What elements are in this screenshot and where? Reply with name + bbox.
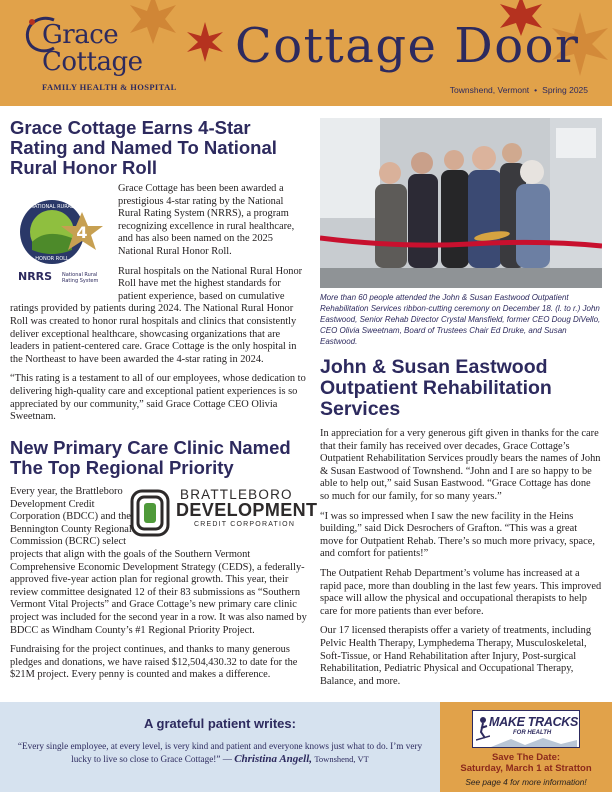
nrrs-line1: National Rural [62, 272, 98, 278]
event-date: Saturday, March 1 at Stratton [460, 763, 592, 774]
quilt-star-icon [185, 22, 225, 62]
article-headline: New Primary Care Clinic Named The Top Regional Priority [10, 437, 291, 478]
logo-wordmark-cottage: Cottage [42, 47, 143, 77]
article-eastwood [320, 357, 602, 420]
article-paragraph: Our 17 licensed therapists offer a variety of treatments, including Pelvic Health Therapy, Lymphedema Therapy, Musculoskeletal, Soft-Tissue, or Hand Rehabilitation after Injury, Post-surgical Rehabilitation, Pediatric Physical and Occupational Therapy, Balance, and more. [320, 625, 592, 687]
footer [0, 702, 612, 792]
event-promo-panel [440, 702, 612, 792]
article-paragraph: “This rating is a testament to all of our employees, whose dedication to delivering high-quality care and exceptional patient experiences is so appreciated by our community,” said Grace Cottage CEO Olivia Sweetnam. [10, 373, 306, 423]
save-the-date [440, 752, 612, 774]
quote-dash: — [222, 754, 232, 764]
article-honor-roll [10, 118, 308, 182]
bdcc-logo-line3: CREDIT CORPORATION [194, 521, 296, 528]
badge-star-number: 4 [76, 223, 88, 242]
ribbon-cutting-photo-illustration [320, 118, 602, 288]
newsletter-title: Cottage Door [235, 18, 580, 74]
article-body [10, 183, 308, 431]
article-paragraph: Fundraising for the project continues, and thanks to many generous pledges and donations, we have raised $12,504,430.32 to date for the $21M project. Every penny is counted and makes a difference. [10, 644, 298, 681]
article-paragraph: Rural hospitals on the National Rural Honor Roll have met the highest standards for patient experience, based on cumulative ratings provided by patients during 2024. The National Rural Honor Roll was created to honor rural hospitals and clinics that consistently deliver exceptional healthcare, showcasing organizations that are leaders in patient-centered care. Grace Cottage is the only hospital in the Northeast to have been awarded the 4-star rating in 2024. [10, 265, 303, 365]
patient-signature: Christina Angell, [234, 753, 313, 765]
article-paragraph: Grace Cottage has been been awarded a prestigious 4-star rating by the National Rural Rating System (NRRS), a program recognizing excellence in rural healthcare, and has also been named on the 2025 National Rural Honor Roll. [118, 183, 295, 257]
nrrs-abbrev: NRRS [18, 270, 53, 283]
make-tracks-logo [472, 710, 580, 748]
issue-date: Spring 2025 [542, 85, 588, 95]
logo-spacer [138, 486, 308, 548]
issue-line [450, 85, 588, 95]
logo-subtitle: FAMILY HEALTH & HOSPITAL [42, 82, 177, 92]
badge-ring-top: NATIONAL RURAL [30, 204, 74, 210]
patient-location: Townshend, VT [314, 754, 369, 764]
photo-caption: More than 60 people attended the John & Susan Eastwood Outpatient Rehabilitation Services ribbon-cutting ceremony on December 18. (l. to r.) John Eastwood, Senior Rehab Director Crystal Mansfield, former CEO Doug DiVello, CEO Olivia Sweetnam, Board of Trustees Chair Ed Druke, and Susan Eastwood. [320, 293, 601, 346]
patient-quote-panel [0, 702, 440, 792]
article-headline: John & Susan Eastwood Outpatient Rehabilitation Services [320, 356, 552, 421]
issue-location: Townshend, Vermont [449, 85, 530, 95]
patient-quote-text: “Every single employee, at every level, is very kind and patient and everyone knows just what to do. I’m very lucky to live so close to Grace Cottage!” [17, 741, 423, 764]
article-body [10, 486, 308, 689]
mountain-icon [491, 737, 577, 747]
article-paragraph: The Outpatient Rehab Department’s volume has increased at a rapid pace, more than doubling in the last few years. This improved space will allow the physical and occupational therapists to help care for more patients than ever before. [320, 567, 602, 617]
article-headline: Grace Cottage Earns 4-Star Rating and Named To National Rural Honor Roll [10, 117, 277, 178]
more-info-note: See page 4 for more information! [465, 777, 587, 787]
patient-quote-title: A grateful patient writes: [144, 716, 296, 731]
patient-quote [14, 740, 426, 766]
logo-wordmark-grace: Grace [42, 20, 119, 50]
make-tracks-subtitle: FOR HEALTH [513, 730, 552, 736]
article-primary-care [10, 438, 308, 478]
quilt-star-icon [118, 0, 188, 44]
nrrs-line2: Rating System [62, 278, 99, 284]
article-paragraph: “I was so impressed when I saw the new facility in the Heins building,” said Dick Desrochers of Grafton. “This was a great move for Outpatient Rehab. There’s so much more privacy, space, and comfort for patients!” [320, 510, 595, 560]
save-the-date-label: Save The Date: [491, 752, 561, 763]
issue-separator: • [534, 85, 538, 95]
bdcc-logo-line2: DEVELOPMENT [176, 500, 318, 520]
bdcc-logo-line1: BRATTLEBORO [180, 487, 293, 502]
ribbon-cutting-photo [320, 118, 602, 288]
article-paragraph: In appreciation for a very generous gift given in thanks for the care that their family has received over decades, Grace Cottage’s Outpatient Rehabilitation Services proudly bears the names of John & Susan Eastwood of Townshend. “John and I are so happy to be able to help out,” said Susan Eastwood. “Grace Cottage has done so much for our family, for so many years.” [320, 428, 601, 502]
badge-spacer [10, 183, 118, 295]
badge-ring-bottom: HONOR ROLL [35, 256, 69, 262]
make-tracks-title: MAKE TRACKS [489, 715, 579, 729]
skier-icon [476, 716, 490, 742]
masthead [0, 0, 612, 106]
article-body [320, 428, 602, 695]
article-paragraph: Every year, the Brattleboro Development Credit Corporation (BDCC) and the Bennington County Regional Commission (BCRC) select projects that align with the goals of the Southern Vermont Comprehensive Economic Development Strategy (CEDS), a federally-approved five-year action plan for regional growth. This year, their review committee designated 12 of their 83 submissions as “Southern Vermont Vital Projects” and Grace Cottage’s new primary care clinic project was included for the second year in a row. It was also named by BDCC as Windham County’s #1 Regional Priority Project. [10, 486, 307, 636]
